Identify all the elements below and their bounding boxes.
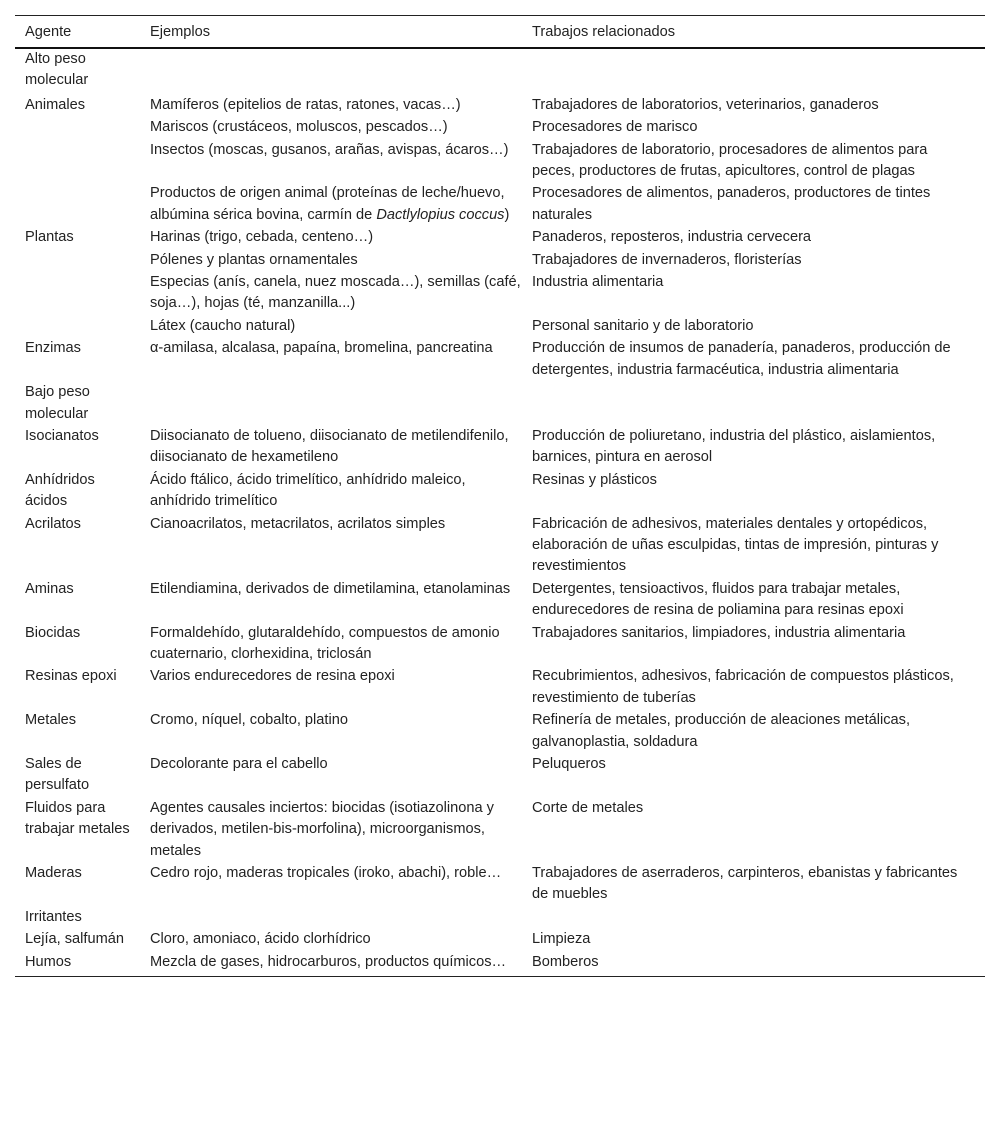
table-row (15, 754, 985, 798)
cell-jobs: Corte de metales (532, 799, 644, 816)
table-row (15, 227, 985, 249)
cell-agent (15, 183, 140, 227)
table-header (15, 16, 985, 49)
cell-agent: Acrilatos (25, 515, 81, 532)
cell-agent: Lejía, salfumán (25, 931, 124, 948)
cell-agent: Plantas (25, 229, 74, 246)
cell-agent (15, 117, 140, 139)
cell-agent: Fluidos para trabajar metales (25, 799, 130, 838)
cell-examples: Cianoacrilatos, metacrilatos, acrilatos simples (150, 515, 446, 532)
cell-jobs: Trabajadores sanitarios, limpiadores, industria alimentaria (532, 624, 906, 641)
cell-examples (140, 48, 522, 93)
cell-examples: Especias (anís, canela, nuez moscada…), semillas (café, soja…), hojas (té, manzanilla...) (150, 274, 521, 312)
cell-agent: Biocidas (25, 624, 81, 641)
cell-jobs: Procesadores de alimentos, panaderos, productores de tintes naturales (532, 185, 931, 223)
cell-agent: Anhídridos ácidos (25, 471, 95, 510)
header-trabajos: Trabajos relacionados (522, 16, 985, 49)
cell-examples (140, 907, 522, 929)
table-row (15, 623, 985, 667)
cell-examples: Mezcla de gases, hidrocarburos, productos químicos… (150, 953, 507, 970)
occupational-agents-table (15, 15, 985, 977)
table-row (15, 579, 985, 623)
table-row (15, 117, 985, 139)
cell-examples: Látex (caucho natural) (150, 317, 296, 334)
table-row (15, 93, 985, 117)
cell-examples: Insectos (moscas, gusanos, arañas, avispas, ácaros…) (150, 141, 509, 158)
table-row (15, 48, 985, 93)
table-row (15, 382, 985, 426)
table-row (15, 183, 985, 227)
cell-examples: Agentes causales inciertos: biocidas (isotiazolinona y derivados, metilen-bis-morfolina), microorganismos, metales (150, 799, 494, 859)
cell-jobs: Trabajadores de aserraderos, carpinteros, ebanistas y fabricantes de muebles (532, 865, 958, 903)
cell-agent: Resinas epoxi (25, 668, 117, 685)
cell-jobs (522, 48, 985, 93)
cell-agent: Maderas (25, 865, 82, 882)
table-row (15, 250, 985, 272)
cell-examples: α-amilasa, alcalasa, papaína, bromelina, pancreatina (150, 340, 493, 357)
cell-examples: Cedro rojo, maderas tropicales (iroko, abachi), roble… (150, 865, 502, 882)
cell-jobs: Panaderos, reposteros, industria cervecera (532, 229, 812, 246)
header-ejemplos: Ejemplos (140, 16, 522, 49)
cell-agent: Metales (25, 712, 77, 729)
cell-jobs: Trabajadores de laboratorio, procesadores de alimentos para peces, productores de frutas, apicultores, control de plagas (532, 141, 928, 180)
table-row (15, 907, 985, 929)
cell-jobs: Fabricación de adhesivos, materiales dentales y ortopédicos, elaboración de uñas esculpidas, tintas de impresión, pinturas y revestimientos (532, 515, 939, 575)
cell-examples: Ácido ftálico, ácido trimelítico, anhídrido maleico, anhídrido trimelítico (150, 471, 466, 510)
cell-examples (140, 183, 522, 227)
cell-agent: Irritantes (25, 908, 82, 925)
cell-jobs: Producción de poliuretano, industria del plástico, aislamientos, barnices, pintura en aerosol (532, 427, 936, 466)
animal-products-after: ) (504, 206, 510, 223)
cell-agent: Aminas (25, 580, 74, 597)
cell-agent: Bajo peso molecular (25, 384, 90, 422)
table-row (15, 272, 985, 316)
cell-jobs (522, 907, 985, 929)
cell-examples: Harinas (trigo, cebada, centeno…) (150, 229, 374, 246)
cell-agent: Isocianatos (25, 427, 99, 444)
cell-examples: Diisocianato de tolueno, diisocianato de metilendifenilo, diisocianato de hexametileno (150, 427, 509, 466)
cell-jobs: Producción de insumos de panadería, panaderos, producción de detergentes, industria farmacéutica, industria alimentaria (532, 340, 951, 378)
cell-examples (140, 382, 522, 426)
cell-agent: Alto peso molecular (25, 51, 89, 89)
cell-jobs (522, 382, 985, 426)
table-row (15, 863, 985, 907)
table-row (15, 710, 985, 754)
cell-jobs: Recubrimientos, adhesivos, fabricación de compuestos plásticos, revestimiento de tuberías (532, 668, 954, 706)
cell-examples: Cromo, níquel, cobalto, platino (150, 712, 348, 729)
cell-examples: Cloro, amoniaco, ácido clorhídrico (150, 931, 371, 948)
cell-jobs: Industria alimentaria (532, 274, 664, 291)
table-row (15, 666, 985, 710)
cell-examples: Mamíferos (epitelios de ratas, ratones, vacas…) (150, 96, 461, 113)
cell-agent: Animales (25, 96, 86, 113)
cell-jobs: Procesadores de marisco (532, 119, 698, 136)
cell-jobs: Limpieza (532, 931, 591, 948)
cell-examples: Mariscos (crustáceos, moluscos, pescados…) (150, 119, 448, 136)
cell-jobs: Peluqueros (532, 756, 606, 772)
table-row (15, 929, 985, 951)
cell-jobs: Trabajadores de invernaderos, floristerías (532, 251, 802, 268)
table-row (15, 316, 985, 338)
animal-products-italic: Dactlylopius coccus (376, 206, 505, 223)
cell-examples: Varios endurecedores de resina epoxi (150, 668, 395, 685)
table-row (15, 426, 985, 470)
cell-agent (15, 250, 140, 272)
table-row (15, 140, 985, 184)
cell-examples: Decolorante para el cabello (150, 756, 328, 772)
cell-examples: Formaldehído, glutaraldehído, compuestos de amonio cuaternario, clorhexidina, triclosán (150, 624, 500, 662)
cell-agent: Enzimas (25, 340, 81, 357)
cell-jobs: Bomberos (532, 953, 599, 970)
table-row (15, 798, 985, 863)
cell-agent: Sales de persulfato (25, 756, 90, 794)
table-row (15, 514, 985, 579)
animal-products-before: Productos de origen animal (proteínas de leche/huevo, albúmina sérica bovina, carmín de (150, 185, 505, 223)
cell-jobs: Refinería de metales, producción de aleaciones metálicas, galvanoplastia, soldadura (532, 712, 911, 750)
cell-examples: Pólenes y plantas ornamentales (150, 251, 358, 268)
cell-examples: Etilendiamina, derivados de dimetilamina, etanolaminas (150, 580, 511, 597)
cell-jobs: Detergentes, tensioactivos, fluidos para trabajar metales, endurecedores de resina de poliamina para resinas epoxi (532, 580, 904, 619)
cell-agent (15, 140, 140, 184)
cell-jobs: Resinas y plásticos (532, 471, 657, 488)
table-row (15, 338, 985, 382)
cell-agent (15, 272, 140, 316)
cell-jobs: Personal sanitario y de laboratorio (532, 317, 754, 334)
table-row (15, 952, 985, 977)
cell-agent: Humos (25, 953, 72, 970)
cell-agent (15, 316, 140, 338)
header-agente: Agente (15, 16, 140, 49)
cell-jobs: Trabajadores de laboratorios, veterinarios, ganaderos (532, 96, 879, 113)
table-row (15, 470, 985, 514)
